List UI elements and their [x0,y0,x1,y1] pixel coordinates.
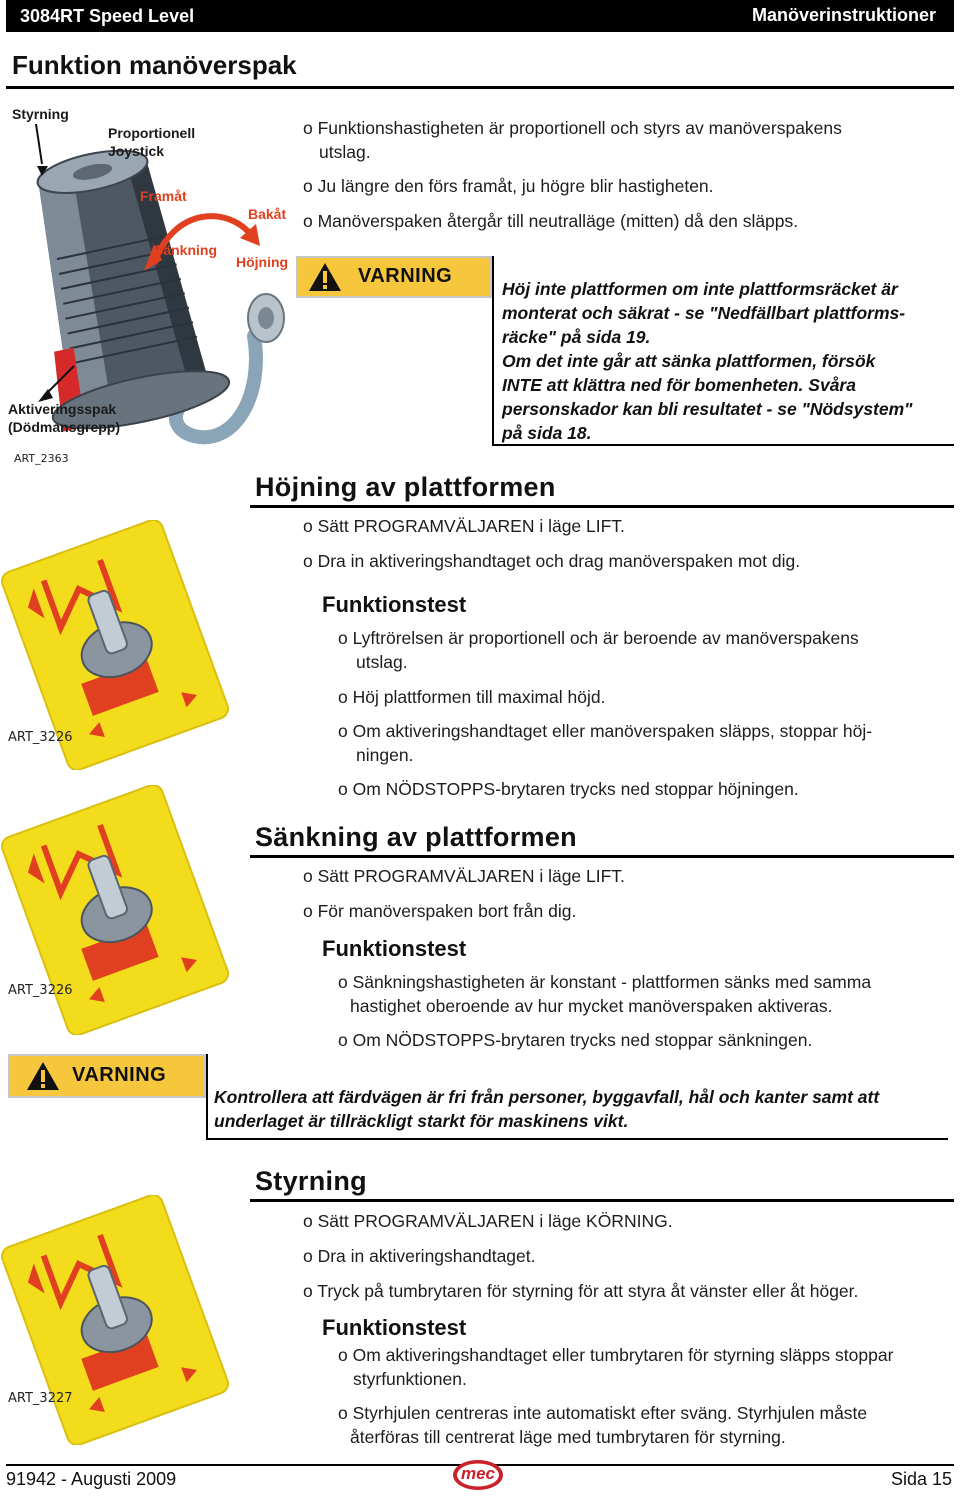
styrning-test-line: o Om aktiveringshandtaget eller tumbrytaren för styrning släpps stoppar [338,1345,894,1365]
warning-text-2 [214,1085,954,1133]
warning-label-2: VARNING [72,1064,167,1086]
label-joystick: Joystick [108,143,165,159]
styrning-test-line: styrfunktionen. [353,1369,467,1389]
hojning-test-bullet-2: o Höj plattformen till maximal höjd. [338,687,606,707]
warning-box-1 [296,256,492,298]
warning1-line: räcke" på sida 19. [502,327,651,347]
warning1-line: på sida 18. [502,423,592,443]
warning-triangle-icon [308,262,342,292]
warning-text-1 [502,277,952,445]
warning1-line: Om det inte går att sänka plattformen, försök [502,351,876,371]
control-decal-sankning [0,785,230,1035]
page-header [6,0,954,32]
warning-underline-1 [492,444,954,446]
header-section: Manöverinstruktioner [751,5,936,25]
hojning-test-line: ningen. [356,745,414,765]
section-rule-hojning [250,505,954,508]
label-dodmansgrepp: (Dödmansgrepp) [8,419,120,435]
section-title-hojning: Höjning av plattformen [255,472,556,502]
decal-art-code: ART_3226 [8,730,73,745]
warning2-line: Kontrollera att färdvägen är fri från personer, byggavfall, hål och kanter samt att [214,1087,880,1107]
joystick-figure [4,96,294,468]
label-framat: Framåt [140,188,187,204]
warning-divider-1 [492,256,494,446]
warning1-line: monterat och säkrat - se "Nedfällbart plattforms- [502,303,906,323]
hojning-bullet-1: o Sätt PROGRAMVÄLJAREN i läge LIFT. [303,516,625,536]
warning1-line: INTE att klättra ned för bomenheten. Svåra [502,375,856,395]
hojning-test-bullet-3 [338,719,938,767]
footer-doc-number: 91942 - Augusti 2009 [6,1469,177,1489]
intro-bullet-1-line-1: o Funktionshastigheten är proportionell och styrs av manöverspakens [303,118,842,138]
hojning-test-line: o Om aktiveringshandtaget eller manöverspaken släpps, stoppar höj- [338,721,873,741]
hojning-test-line: o Lyftrörelsen är proportionell och är beroende av manöverspakens [338,628,859,648]
joystick-decal-illustration [0,1195,230,1445]
mec-logo [452,1458,504,1492]
section-title-styrning: Styrning [255,1166,367,1196]
warning-triangle-icon [26,1061,60,1091]
intro-bullet-1-line-2: utslag. [319,142,371,162]
warning2-line: underlaget är tillräckligt starkt för maskinens vikt. [214,1111,629,1131]
warning1-line: Höj inte plattformen om inte plattformsräcket är [502,279,898,299]
styrning-bullet-1: o Sätt PROGRAMVÄLJAREN i läge KÖRNING. [303,1211,673,1231]
section-rule-sankning [250,855,954,858]
header-model: 3084RT Speed Level [20,6,195,26]
label-bakat: Bakåt [248,206,287,222]
label-aktiveringsspak-text: Aktiveringsspak [8,401,117,417]
page-title: Funktion manöverspak [12,50,297,80]
intro-bullet-3: o Manöverspaken återgår till neutralläge (mitten) då den släpps. [303,211,799,231]
section-rule-styrning [250,1199,954,1202]
control-decal-hojning [0,520,230,770]
styrning-test-title: Funktionstest [322,1315,467,1340]
intro-bullet-1 [303,116,943,164]
sankning-test-line: hastighet oberoende av hur mycket manöverspaken aktiveras. [350,996,833,1016]
label-aktiveringsspak [8,400,120,436]
art-code: ART_2363 [14,452,69,465]
styrning-bullet-2: o Dra in aktiveringshandtaget. [303,1246,536,1266]
styrning-test-bullet-2 [338,1401,950,1449]
hojning-bullet-2: o Dra in aktiveringshandtaget och drag manöverspaken mot dig. [303,551,801,571]
title-rule [6,86,954,89]
sankning-test-title: Funktionstest [322,936,467,961]
intro-bullet-2: o Ju längre den förs framåt, ju högre blir hastigheten. [303,176,714,196]
control-decal-styrning [0,1195,230,1445]
label-styrning: Styrning [12,106,69,122]
sankning-bullet-1: o Sätt PROGRAMVÄLJAREN i läge LIFT. [303,866,625,886]
warning-label-1: VARNING [358,265,453,287]
warning-divider-2 [206,1054,208,1140]
warning1-line: personskador kan bli resultatet - se "Nödsystem" [502,399,913,419]
styrning-test-bullet-1 [338,1343,950,1391]
hojning-test-bullet-4: o Om NÖDSTOPPS-brytaren trycks ned stoppar höjningen. [338,779,799,799]
label-hojning: Höjning [236,254,289,270]
mec-logo-text: mec [460,1464,496,1483]
warning-underline-2 [206,1138,948,1140]
sankning-bullet-2: o För manöverspaken bort från dig. [303,901,577,921]
hojning-test-title: Funktionstest [322,592,467,617]
styrning-test-line: återföras till centrerat läge med tumbrytaren för styrning. [350,1427,786,1447]
sankning-test-bullet-1 [338,970,948,1018]
styrning-test-line: o Styrhjulen centreras inte automatiskt efter sväng. Styrhjulen måste [338,1403,868,1423]
warning-box-2 [8,1054,206,1098]
label-sankning: Sänkning [154,242,218,258]
styrning-bullet-3: o Tryck på tumbrytaren för styrning för att styra åt vänster eller åt höger. [303,1281,859,1301]
decal-art-code: ART_3226 [8,983,73,998]
hojning-test-line: utslag. [356,652,408,672]
label-proportionell: Proportionell [108,125,196,141]
hojning-test-bullet-1 [338,626,938,674]
section-title-sankning: Sänkning av plattformen [255,822,577,852]
label-proportionell-joystick [108,124,195,160]
sankning-test-bullet-2: o Om NÖDSTOPPS-brytaren trycks ned stoppar sänkningen. [338,1030,813,1050]
decal-art-code: ART_3227 [8,1391,73,1406]
sankning-test-line: o Sänkningshastigheten är konstant - plattformen sänks med samma [338,972,872,992]
footer-page-number: Sida 15 [890,1469,952,1489]
